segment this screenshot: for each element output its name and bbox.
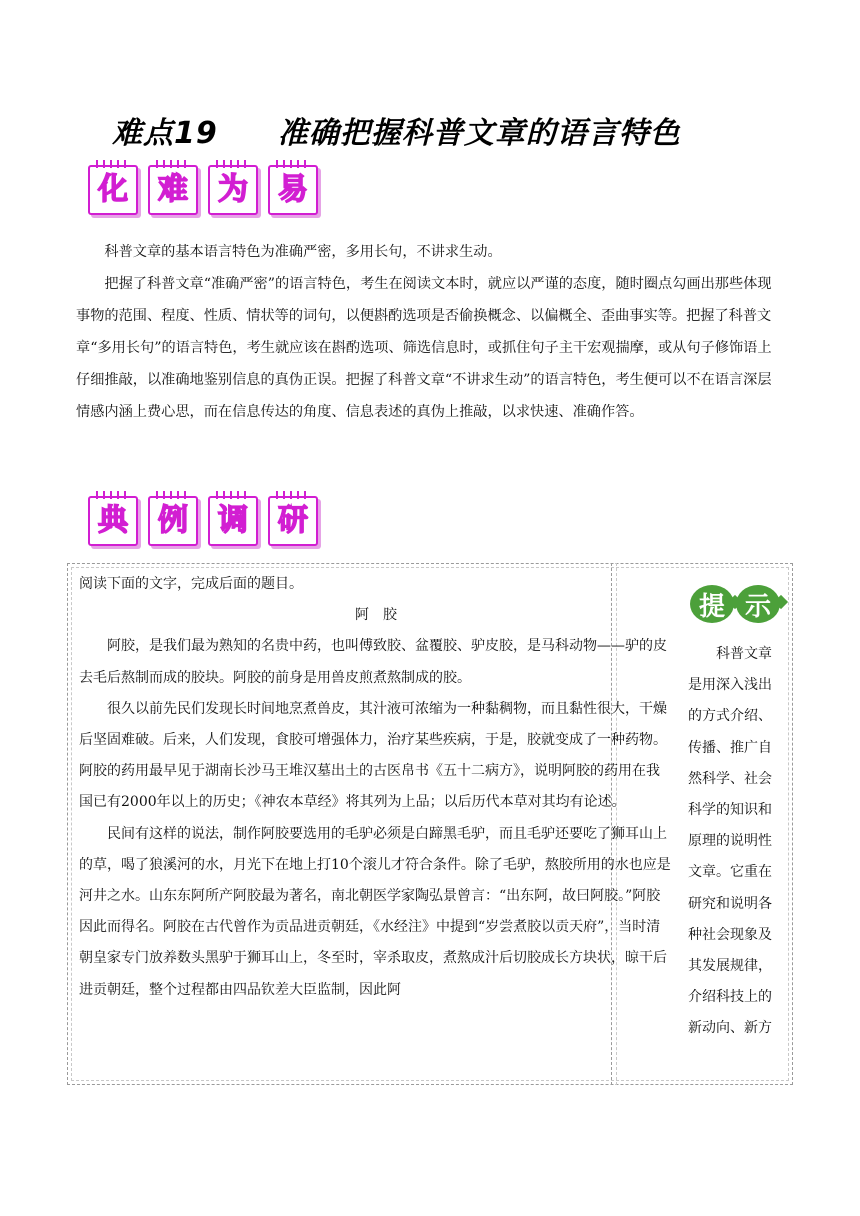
passage-instruction: 阅读下面的文字，完成后面的题目。	[79, 576, 303, 592]
badge-char: 典	[88, 496, 138, 546]
tip-badge	[690, 585, 780, 623]
section-banner-dianli	[88, 496, 318, 546]
tip-disc: 提	[690, 585, 734, 623]
passage-paragraph: 阿胶，是我们最为熟知的名贵中药，也叫傅致胶、盆覆胶、驴皮胶，是马科动物——驴的皮去毛后熬制而成的胶块。阿胶的前身是用兽皮煎煮熬制成的胶。	[79, 638, 667, 686]
badge-char: 难	[148, 165, 198, 215]
badge-char: 例	[148, 496, 198, 546]
badge-char: 调	[208, 496, 258, 546]
page-title	[112, 108, 752, 150]
passage	[79, 569, 673, 1006]
title-text: 准确把握科普文章的语言特色	[277, 116, 681, 151]
section-banner-huanan	[88, 165, 318, 215]
badge-char: 化	[88, 165, 138, 215]
intro-paragraph: 科普文章的基本语言特色为准确严密，多用长句，不讲求生动。	[104, 244, 502, 260]
passage-paragraph: 民间有这样的说法，制作阿胶要选用的毛驴必须是白蹄黑毛驴，而且毛驴还要吃了狮耳山上的草，喝了狼溪河的水，月光下在地上打10个滚儿才符合条件。除了毛驴，熬胶所用的水也应是河井之水。山东东阿所产阿胶最为著名，南北朝医学家陶弘景曾言：“出东阿，故曰阿胶。”阿胶因此而得名。阿胶在古代曾作为贡品进贡朝廷，《水经注》中提到“岁尝煮胶以贡天府”，当时清朝皇家专门放养数头黑驴于狮耳山上，冬至时，宰杀取皮，煮熬成汁后切胶成长方块状，晾干后进贡朝廷，整个过程都由四品钦差大臣监制，因此阿	[79, 825, 671, 998]
tip-paragraph: 科普文章是用深入浅出的方式介绍、传播、推广自然科学、社会科学的知识和原理的说明性文章。它重在研究和说明各种社会现象及其发展规律，介绍科技上的新动向、新方	[688, 646, 772, 1037]
intro-paragraph: 把握了科普文章“准确严密”的语言特色，考生在阅读文本时，就应以严谨的态度，随时圈点勾画出那些体现事物的范围、程度、性质、情状等的词句，以便斟酌选项是否偷换概念、以偏概全、歪曲事实等。把握了科普文章“多用长句”的语言特色，考生就应该在斟酌选项、筛选信息时，或抓住句子主干宏观揣摩，或从句子修饰语上仔细推敲，以准确地鉴别信息的真伪正误。把握了科普文章“不讲求生动”的语言特色，考生便可以不在语言深层情感内涵上费心思，而在信息传达的角度、信息表述的真伪上推敲，以求快速、准确作答。	[76, 276, 772, 420]
title-number: 难点19	[112, 116, 218, 151]
badge-char: 研	[268, 496, 318, 546]
tip-text	[688, 639, 785, 1045]
passage-heading: 阿 胶	[355, 607, 397, 624]
badge-char: 易	[268, 165, 318, 215]
tip-disc: 示	[736, 585, 780, 623]
intro-text	[76, 236, 784, 428]
passage-paragraph: 很久以前先民们发现长时间地烹煮兽皮，其汁液可浓缩为一种黏稠物，而且黏性很大，干燥后坚固难破。后来，人们发现，食胶可增强体力，治疗某些疾病，于是，胶就变成了一种药物。阿胶的药用最早见于湖南长沙马王堆汉墓出土的古医帛书《五十二病方》，说明阿胶的药用在我国已有2000年以上的历史；《神农本草经》将其列为上品；以后历代本草对其均有论述。	[79, 700, 667, 811]
badge-char: 为	[208, 165, 258, 215]
